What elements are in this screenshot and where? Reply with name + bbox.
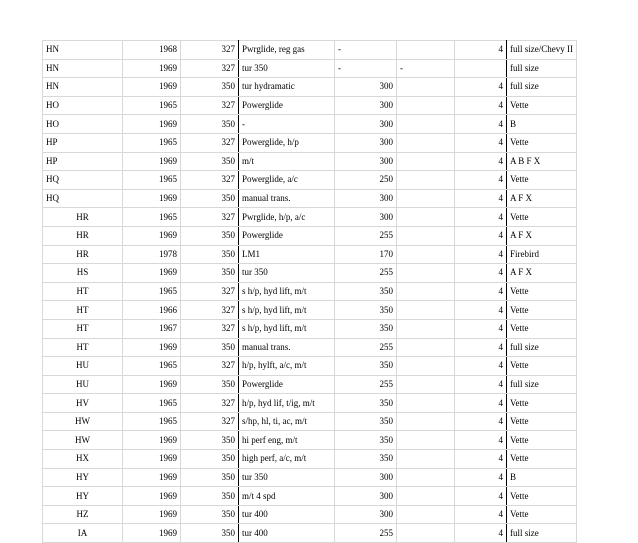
horsepower-cell: 300: [335, 115, 397, 134]
engine-code-cell: HO: [43, 115, 123, 134]
table-row: [43, 208, 577, 227]
barrels-cell: 4: [455, 115, 507, 134]
year-cell: 1967: [123, 319, 181, 338]
application-cell: Vette: [507, 450, 577, 469]
cid-cell: 327: [181, 41, 239, 60]
year-cell: 1965: [123, 357, 181, 376]
engine-code-cell: HV: [43, 394, 123, 413]
table-row: [43, 78, 577, 97]
horsepower-cell: 300: [335, 96, 397, 115]
barrels-cell: 4: [455, 505, 507, 524]
extra-cell: [397, 133, 455, 152]
application-cell: full size: [507, 524, 577, 543]
year-cell: 1969: [123, 431, 181, 450]
description-cell: manual trans.: [239, 338, 335, 357]
engine-code-cell: HW: [43, 431, 123, 450]
description-cell: Powerglide: [239, 226, 335, 245]
cid-cell: 327: [181, 301, 239, 320]
engine-code-cell: HT: [43, 319, 123, 338]
description-cell: high perf, a/c, m/t: [239, 450, 335, 469]
year-cell: 1969: [123, 505, 181, 524]
description-cell: LM1: [239, 245, 335, 264]
description-cell: h/p, hyd lif, t/ig, m/t: [239, 394, 335, 413]
year-cell: 1969: [123, 338, 181, 357]
horsepower-cell: 300: [335, 505, 397, 524]
description-cell: Powerglide: [239, 375, 335, 394]
cid-cell: 350: [181, 78, 239, 97]
application-cell: Vette: [507, 133, 577, 152]
horsepower-cell: 350: [335, 357, 397, 376]
barrels-cell: 4: [455, 282, 507, 301]
description-cell: tur hydramatic: [239, 78, 335, 97]
application-cell: full size/Chevy II: [507, 41, 577, 60]
extra-cell: [397, 431, 455, 450]
cid-cell: 350: [181, 152, 239, 171]
table-row: [43, 226, 577, 245]
barrels-cell: 4: [455, 171, 507, 190]
table-row: [43, 171, 577, 190]
extra-cell: [397, 301, 455, 320]
extra-cell: [397, 226, 455, 245]
table-row: [43, 59, 577, 78]
year-cell: 1968: [123, 41, 181, 60]
table-row: [43, 189, 577, 208]
cid-cell: 350: [181, 505, 239, 524]
cid-cell: 350: [181, 431, 239, 450]
extra-cell: [397, 171, 455, 190]
engine-code-cell: HP: [43, 133, 123, 152]
table-row: [43, 319, 577, 338]
cid-cell: 350: [181, 468, 239, 487]
year-cell: 1969: [123, 375, 181, 394]
engine-code-cell: HQ: [43, 171, 123, 190]
application-cell: Vette: [507, 505, 577, 524]
description-cell: manual trans.: [239, 189, 335, 208]
horsepower-cell: 350: [335, 431, 397, 450]
engine-code-cell: HR: [43, 245, 123, 264]
table-row: [43, 245, 577, 264]
cid-cell: 327: [181, 208, 239, 227]
application-cell: Firebird: [507, 245, 577, 264]
barrels-cell: 4: [455, 357, 507, 376]
description-cell: s h/p, hyd lift, m/t: [239, 319, 335, 338]
table-row: [43, 375, 577, 394]
cid-cell: 350: [181, 375, 239, 394]
engine-code-cell: HS: [43, 264, 123, 283]
application-cell: Vette: [507, 282, 577, 301]
application-cell: A F X: [507, 189, 577, 208]
application-cell: A F X: [507, 264, 577, 283]
cid-cell: 327: [181, 357, 239, 376]
barrels-cell: 4: [455, 301, 507, 320]
extra-cell: [397, 264, 455, 283]
horsepower-cell: -: [335, 59, 397, 78]
table-row: [43, 357, 577, 376]
application-cell: A F X: [507, 226, 577, 245]
description-cell: tur 400: [239, 524, 335, 543]
engine-code-cell: HN: [43, 41, 123, 60]
table-row: [43, 394, 577, 413]
description-cell: -: [239, 115, 335, 134]
engine-code-cell: HW: [43, 412, 123, 431]
year-cell: 1965: [123, 394, 181, 413]
application-cell: Vette: [507, 394, 577, 413]
application-cell: Vette: [507, 319, 577, 338]
description-cell: Powerglide, a/c: [239, 171, 335, 190]
application-cell: full size: [507, 59, 577, 78]
application-cell: Vette: [507, 487, 577, 506]
barrels-cell: 4: [455, 78, 507, 97]
horsepower-cell: 350: [335, 301, 397, 320]
horsepower-cell: 255: [335, 375, 397, 394]
description-cell: m/t: [239, 152, 335, 171]
table-row: [43, 524, 577, 543]
year-cell: 1965: [123, 171, 181, 190]
application-cell: full size: [507, 375, 577, 394]
cid-cell: 327: [181, 171, 239, 190]
extra-cell: [397, 524, 455, 543]
table-row: [43, 412, 577, 431]
table-row: [43, 96, 577, 115]
horsepower-cell: 300: [335, 152, 397, 171]
table-body: [43, 41, 577, 543]
description-cell: tur 350: [239, 264, 335, 283]
extra-cell: [397, 468, 455, 487]
barrels-cell: 4: [455, 245, 507, 264]
description-cell: tur 350: [239, 59, 335, 78]
extra-cell: [397, 152, 455, 171]
table-row: [43, 505, 577, 524]
extra-cell: [397, 208, 455, 227]
description-cell: s h/p, hyd lift, m/t: [239, 282, 335, 301]
year-cell: 1965: [123, 208, 181, 227]
horsepower-cell: 255: [335, 524, 397, 543]
horsepower-cell: 255: [335, 338, 397, 357]
barrels-cell: [455, 59, 507, 78]
barrels-cell: 4: [455, 450, 507, 469]
horsepower-cell: 300: [335, 133, 397, 152]
application-cell: Vette: [507, 208, 577, 227]
barrels-cell: 4: [455, 468, 507, 487]
cid-cell: 327: [181, 282, 239, 301]
engine-code-cell: IA: [43, 524, 123, 543]
horsepower-cell: 300: [335, 78, 397, 97]
year-cell: 1978: [123, 245, 181, 264]
year-cell: 1965: [123, 133, 181, 152]
table-row: [43, 152, 577, 171]
engine-code-cell: HT: [43, 301, 123, 320]
application-cell: full size: [507, 338, 577, 357]
description-cell: Pwrglide, h/p, a/c: [239, 208, 335, 227]
barrels-cell: 4: [455, 208, 507, 227]
cid-cell: 350: [181, 450, 239, 469]
description-cell: h/p, hylft, a/c, m/t: [239, 357, 335, 376]
cid-cell: 327: [181, 96, 239, 115]
barrels-cell: 4: [455, 375, 507, 394]
table-row: [43, 431, 577, 450]
horsepower-cell: 300: [335, 468, 397, 487]
horsepower-cell: 255: [335, 226, 397, 245]
year-cell: 1969: [123, 524, 181, 543]
horsepower-cell: 300: [335, 208, 397, 227]
extra-cell: [397, 115, 455, 134]
engine-code-cell: HN: [43, 78, 123, 97]
application-cell: Vette: [507, 96, 577, 115]
engine-code-cell: HX: [43, 450, 123, 469]
application-cell: Vette: [507, 357, 577, 376]
description-cell: Powerglide, h/p: [239, 133, 335, 152]
description-cell: Pwrglide, reg gas: [239, 41, 335, 60]
year-cell: 1966: [123, 301, 181, 320]
cid-cell: 350: [181, 245, 239, 264]
table-row: [43, 133, 577, 152]
table-row: [43, 301, 577, 320]
horsepower-cell: 255: [335, 264, 397, 283]
engine-code-cell: HN: [43, 59, 123, 78]
horsepower-cell: 250: [335, 171, 397, 190]
horsepower-cell: 350: [335, 319, 397, 338]
table-row: [43, 487, 577, 506]
horsepower-cell: 300: [335, 487, 397, 506]
year-cell: 1969: [123, 189, 181, 208]
extra-cell: [397, 96, 455, 115]
engine-code-cell: HY: [43, 487, 123, 506]
table-row: [43, 468, 577, 487]
table-row: [43, 282, 577, 301]
engine-code-cell: HP: [43, 152, 123, 171]
barrels-cell: 4: [455, 394, 507, 413]
year-cell: 1969: [123, 152, 181, 171]
year-cell: 1969: [123, 59, 181, 78]
description-cell: s h/p, hyd lift, m/t: [239, 301, 335, 320]
extra-cell: [397, 245, 455, 264]
barrels-cell: 4: [455, 412, 507, 431]
table-row: [43, 338, 577, 357]
engine-code-cell: HT: [43, 282, 123, 301]
barrels-cell: 4: [455, 133, 507, 152]
horsepower-cell: 350: [335, 450, 397, 469]
extra-cell: [397, 487, 455, 506]
extra-cell: [397, 338, 455, 357]
description-cell: s/hp, hl, ti, ac, m/t: [239, 412, 335, 431]
cid-cell: 327: [181, 59, 239, 78]
cid-cell: 350: [181, 115, 239, 134]
barrels-cell: 4: [455, 431, 507, 450]
year-cell: 1969: [123, 78, 181, 97]
extra-cell: [397, 78, 455, 97]
barrels-cell: 4: [455, 338, 507, 357]
horsepower-cell: 350: [335, 394, 397, 413]
extra-cell: [397, 357, 455, 376]
extra-cell: [397, 319, 455, 338]
horsepower-cell: 170: [335, 245, 397, 264]
engine-code-cell: HY: [43, 468, 123, 487]
year-cell: 1969: [123, 468, 181, 487]
extra-cell: [397, 412, 455, 431]
engine-code-cell: HU: [43, 357, 123, 376]
application-cell: B: [507, 468, 577, 487]
year-cell: 1969: [123, 264, 181, 283]
extra-cell: [397, 394, 455, 413]
barrels-cell: 4: [455, 226, 507, 245]
cid-cell: 350: [181, 264, 239, 283]
table-row: [43, 450, 577, 469]
cid-cell: 327: [181, 394, 239, 413]
description-cell: hi perf eng, m/t: [239, 431, 335, 450]
horsepower-cell: 350: [335, 282, 397, 301]
year-cell: 1969: [123, 115, 181, 134]
engine-code-cell: HR: [43, 208, 123, 227]
cid-cell: 350: [181, 226, 239, 245]
engine-code-cell: HZ: [43, 505, 123, 524]
extra-cell: [397, 505, 455, 524]
extra-cell: [397, 375, 455, 394]
extra-cell: [397, 41, 455, 60]
table-row: [43, 264, 577, 283]
application-cell: A B F X: [507, 152, 577, 171]
barrels-cell: 4: [455, 264, 507, 283]
description-cell: tur 350: [239, 468, 335, 487]
table-row: [43, 41, 577, 60]
year-cell: 1969: [123, 450, 181, 469]
extra-cell: [397, 189, 455, 208]
barrels-cell: 4: [455, 319, 507, 338]
cid-cell: 327: [181, 133, 239, 152]
description-cell: m/t 4 spd: [239, 487, 335, 506]
barrels-cell: 4: [455, 189, 507, 208]
year-cell: 1965: [123, 282, 181, 301]
year-cell: 1969: [123, 487, 181, 506]
horsepower-cell: 300: [335, 189, 397, 208]
application-cell: B: [507, 115, 577, 134]
year-cell: 1969: [123, 226, 181, 245]
engine-code-cell: HU: [43, 375, 123, 394]
application-cell: full size: [507, 78, 577, 97]
cid-cell: 327: [181, 319, 239, 338]
barrels-cell: 4: [455, 41, 507, 60]
barrels-cell: 4: [455, 524, 507, 543]
cid-cell: 350: [181, 487, 239, 506]
application-cell: Vette: [507, 431, 577, 450]
extra-cell: [397, 282, 455, 301]
engine-code-cell: HT: [43, 338, 123, 357]
engine-code-cell: HQ: [43, 189, 123, 208]
horsepower-cell: 350: [335, 412, 397, 431]
engine-code-table: [42, 40, 577, 543]
barrels-cell: 4: [455, 96, 507, 115]
engine-code-cell: HO: [43, 96, 123, 115]
cid-cell: 350: [181, 524, 239, 543]
extra-cell: -: [397, 59, 455, 78]
cid-cell: 327: [181, 412, 239, 431]
application-cell: Vette: [507, 301, 577, 320]
horsepower-cell: -: [335, 41, 397, 60]
description-cell: Powerglide: [239, 96, 335, 115]
table-row: [43, 115, 577, 134]
barrels-cell: 4: [455, 487, 507, 506]
year-cell: 1965: [123, 412, 181, 431]
application-cell: Vette: [507, 171, 577, 190]
cid-cell: 350: [181, 338, 239, 357]
engine-code-cell: HR: [43, 226, 123, 245]
description-cell: tur 400: [239, 505, 335, 524]
application-cell: Vette: [507, 412, 577, 431]
year-cell: 1965: [123, 96, 181, 115]
cid-cell: 350: [181, 189, 239, 208]
barrels-cell: 4: [455, 152, 507, 171]
extra-cell: [397, 450, 455, 469]
